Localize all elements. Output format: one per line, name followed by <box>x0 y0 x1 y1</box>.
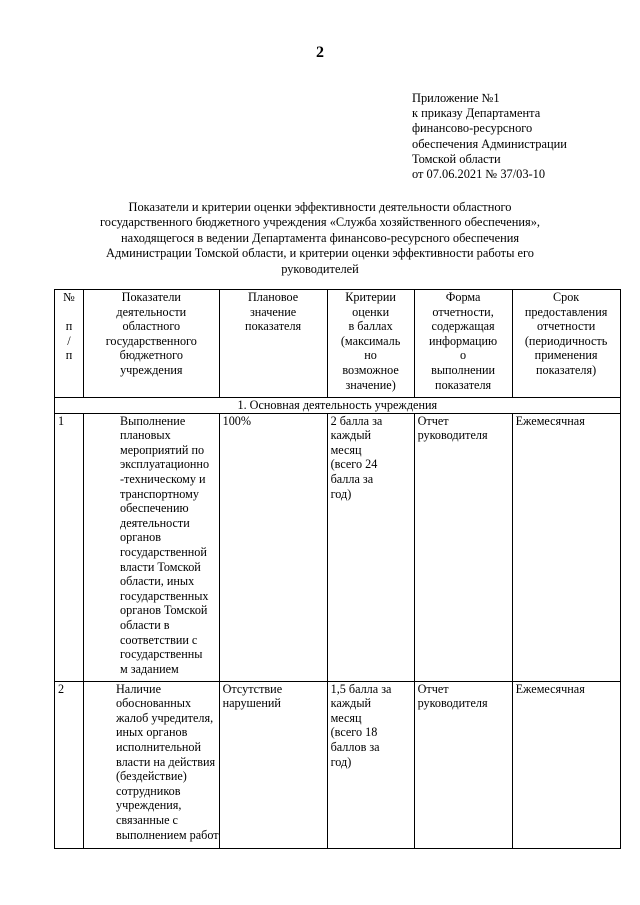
cell-line: государственны <box>120 647 203 662</box>
cell-line: обеспечению <box>120 501 189 516</box>
cell-line: Плановое <box>247 290 299 304</box>
row-planned <box>219 413 327 681</box>
cell-line: сотрудников <box>116 783 181 798</box>
cell-line: соответствии с <box>120 632 198 647</box>
cell-line: государственного <box>105 333 197 348</box>
cell-line: жалоб учредителя, <box>116 710 214 725</box>
row-criteria <box>327 413 414 681</box>
cell-line: (бездействие) <box>116 769 187 784</box>
cell-line <box>58 305 80 320</box>
page-number: 2 <box>316 44 324 61</box>
cell-line: № <box>63 290 75 304</box>
appendix-line: обеспечения Администрации <box>412 136 567 151</box>
cell-line: Выполнение <box>120 413 186 428</box>
cell-line: власти Томской <box>120 559 201 574</box>
cell-line: год) <box>330 486 352 501</box>
cell-line: руководителя <box>417 428 488 443</box>
header-criteria <box>327 290 414 398</box>
document-title <box>70 200 570 277</box>
row-criteria <box>327 681 414 848</box>
cell-line: Отчет <box>417 681 449 696</box>
cell-line: каждый <box>330 696 372 711</box>
cell-line: области, иных <box>120 574 195 589</box>
cell-line: Отсутствие <box>222 681 283 696</box>
cell-line: эксплуатационно <box>120 457 210 472</box>
title-line: находящегося в ведении Департамента финансово-ресурсного обеспечения <box>120 230 520 245</box>
cell-line: государственной <box>120 544 207 559</box>
cell-line: информацию <box>429 333 498 348</box>
section-title: 1. Основная деятельность учреждения <box>55 398 621 414</box>
cell-line: отчетности <box>536 319 596 334</box>
cell-line: (периодичность <box>524 333 608 348</box>
cell-line: транспортному <box>120 486 199 501</box>
cell-line: (всего 18 <box>330 725 378 740</box>
cell-line: учреждения, <box>116 798 182 813</box>
cell-line: связанные с <box>116 812 178 827</box>
cell-line: показателя <box>435 377 492 392</box>
cell-line: выполнении <box>431 362 496 377</box>
cell-line: государственных <box>120 588 209 603</box>
cell-line: отчетности, <box>432 304 494 319</box>
cell-line: 2 балла за <box>330 413 383 428</box>
title-line: государственного бюджетного учреждения «Служба хозяйственного обеспечения», <box>99 215 540 230</box>
appendix-line: Приложение №1 <box>412 91 500 105</box>
header-num <box>55 290 84 398</box>
cell-line: месяц <box>330 710 362 725</box>
header-report-form <box>414 290 512 398</box>
indicators-table <box>54 289 621 849</box>
cell-line: месяц <box>330 442 362 457</box>
row-deadline <box>512 681 620 848</box>
cell-line: м заданием <box>120 661 179 676</box>
row-num <box>55 413 84 681</box>
cell-line: п <box>65 348 73 363</box>
appendix-line: финансово-ресурсного <box>412 121 533 136</box>
cell-line: значение <box>249 304 297 319</box>
cell-line: области в <box>120 617 170 632</box>
table-header-row <box>55 290 621 398</box>
cell-line: (максималь <box>340 333 401 348</box>
cell-line: -техническому и <box>120 471 206 486</box>
header-deadline <box>512 290 620 398</box>
cell-line: Ежемесячная <box>515 413 585 428</box>
cell-line: балла за <box>330 471 374 486</box>
cell-line: мероприятий по <box>120 442 205 457</box>
row-num <box>55 681 84 848</box>
cell-line: Срок <box>552 290 580 304</box>
cell-line: 100% <box>222 413 252 428</box>
cell-line: в баллах <box>348 319 393 334</box>
cell-line: но <box>364 348 377 363</box>
header-planned <box>219 290 327 398</box>
cell-line: областного <box>122 319 181 334</box>
row-report-form <box>414 413 512 681</box>
cell-line: содержащая <box>431 319 495 334</box>
cell-line: Наличие <box>116 681 161 696</box>
title-line: Администрации Томской области, и критерии оценки эффективности работы его <box>106 246 534 261</box>
cell-line: иных органов <box>116 725 188 740</box>
cell-line: 1 <box>58 413 65 428</box>
cell-line: Форма <box>445 290 481 304</box>
cell-line: исполнительной <box>116 739 202 754</box>
cell-line: Отчет <box>417 413 449 428</box>
table-row <box>55 413 621 681</box>
cell-line: нарушений <box>222 696 281 711</box>
cell-line: 1,5 балла за <box>330 681 392 696</box>
section-row <box>55 398 621 414</box>
header-indicators <box>84 290 220 398</box>
cell-line: органов <box>120 530 161 545</box>
cell-line: выполнением работ <box>116 827 219 842</box>
cell-line: о <box>460 348 467 363</box>
cell-line: п <box>65 319 73 334</box>
cell-line: органов Томской <box>120 603 208 618</box>
cell-line: / <box>67 333 71 348</box>
cell-line: предоставления <box>524 304 608 319</box>
cell-line: применения <box>534 348 598 363</box>
row-indicator <box>84 413 220 681</box>
cell-line: деятельности <box>116 304 187 319</box>
cell-line: власти на действия <box>116 754 216 769</box>
row-report-form <box>414 681 512 848</box>
row-deadline <box>512 413 620 681</box>
cell-line: Показатели <box>121 290 181 304</box>
cell-line: год) <box>330 754 352 769</box>
cell-line: руководителя <box>417 696 488 711</box>
cell-line: учреждения <box>120 362 183 377</box>
table-row <box>55 681 621 848</box>
cell-line: каждый <box>330 428 372 443</box>
cell-line: плановых <box>120 428 171 443</box>
cell-line: Критерии <box>345 290 396 304</box>
cell-line: деятельности <box>120 515 190 530</box>
row-planned <box>219 681 327 848</box>
cell-line: показателя <box>245 319 302 334</box>
row-indicator <box>84 681 220 848</box>
appendix-line: к приказу Департамента <box>412 106 541 121</box>
title-line: Показатели и критерии оценки эффективности деятельности областного <box>128 200 512 214</box>
cell-line: баллов за <box>330 739 380 754</box>
cell-line: обоснованных <box>116 696 192 711</box>
title-line: руководителей <box>281 261 359 276</box>
cell-line: бюджетного <box>119 348 183 363</box>
appendix-block <box>412 91 622 182</box>
cell-line: значение) <box>345 377 396 392</box>
cell-line: оценки <box>352 304 390 319</box>
appendix-line: от 07.06.2021 № 37/03-10 <box>412 167 546 182</box>
cell-line: показателя) <box>536 362 597 377</box>
cell-line: Ежемесячная <box>515 681 585 696</box>
appendix-line: Томской области <box>412 151 501 166</box>
cell-line: (всего 24 <box>330 457 378 472</box>
cell-line: 2 <box>58 681 65 696</box>
cell-line: возможное <box>342 362 399 377</box>
